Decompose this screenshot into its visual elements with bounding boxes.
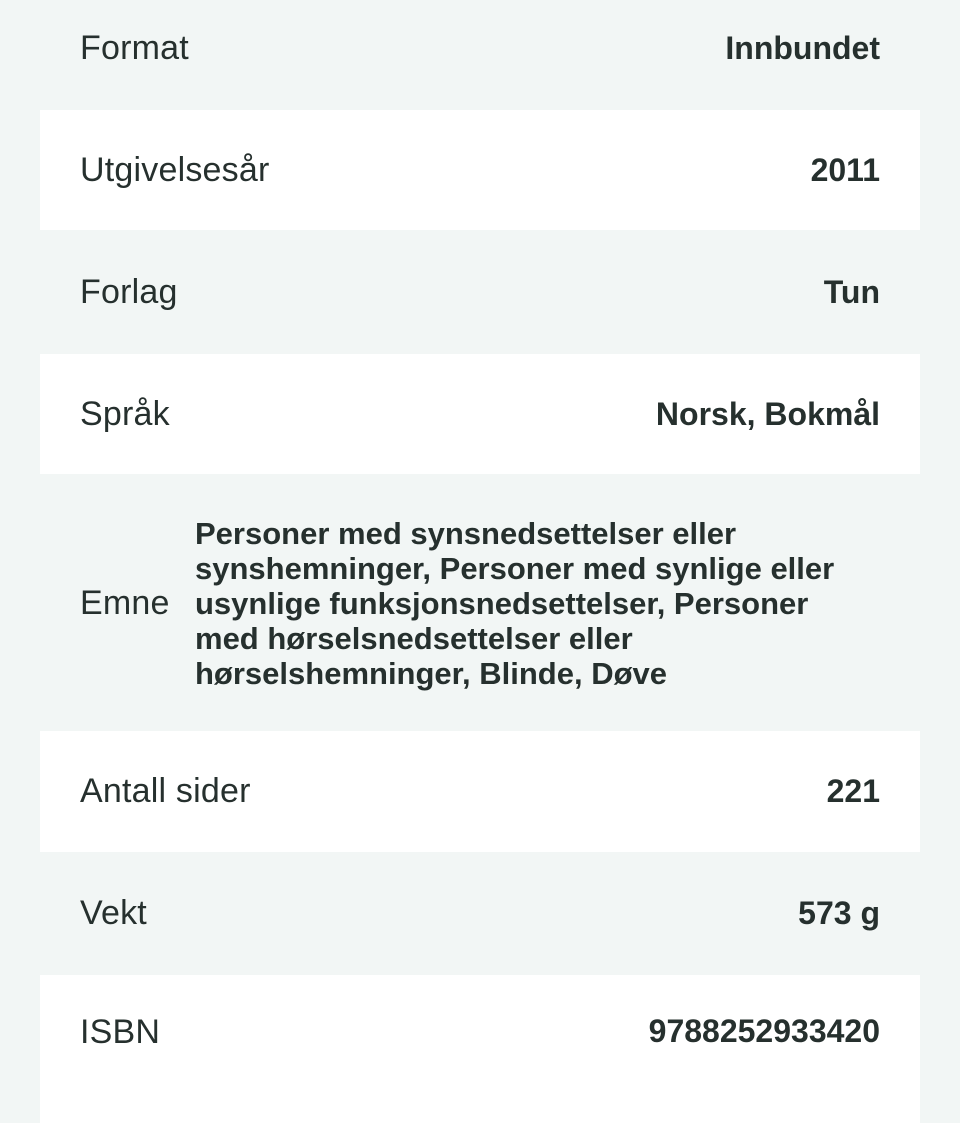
detail-label: Forlag xyxy=(80,272,178,311)
detail-row-page-count xyxy=(40,731,920,852)
detail-row-language xyxy=(40,354,920,474)
detail-label: Vekt xyxy=(80,894,147,932)
detail-value: 573 g xyxy=(798,895,880,931)
detail-row-format xyxy=(40,0,920,108)
detail-value: 9788252933420 xyxy=(648,1013,880,1049)
detail-label: Emne xyxy=(80,583,170,622)
detail-value: Innbundet xyxy=(725,29,880,66)
detail-label: Antall sider xyxy=(80,772,251,810)
detail-label: Format xyxy=(80,28,189,67)
detail-value: 2011 xyxy=(810,151,880,188)
detail-value: Personer med synsnedsettelser eller synshemninger, Personer med synlige eller usynlige funksjonsnedsettelser, Personer med hørselsnedsettelser eller hørselshemninger, Blinde, Døve xyxy=(195,515,835,691)
detail-row-isbn xyxy=(40,975,920,1123)
detail-row-publication-year xyxy=(40,110,920,230)
detail-row-weight xyxy=(40,853,920,974)
detail-label: Språk xyxy=(80,394,170,433)
detail-value: Norsk, Bokmål xyxy=(655,395,880,432)
detail-label: ISBN xyxy=(80,1013,161,1051)
detail-label: Utgivelsesår xyxy=(80,150,270,189)
detail-row-publisher xyxy=(40,232,920,352)
detail-value: Tun xyxy=(823,273,880,310)
detail-value: 221 xyxy=(826,773,880,809)
detail-row-subject xyxy=(40,476,920,730)
